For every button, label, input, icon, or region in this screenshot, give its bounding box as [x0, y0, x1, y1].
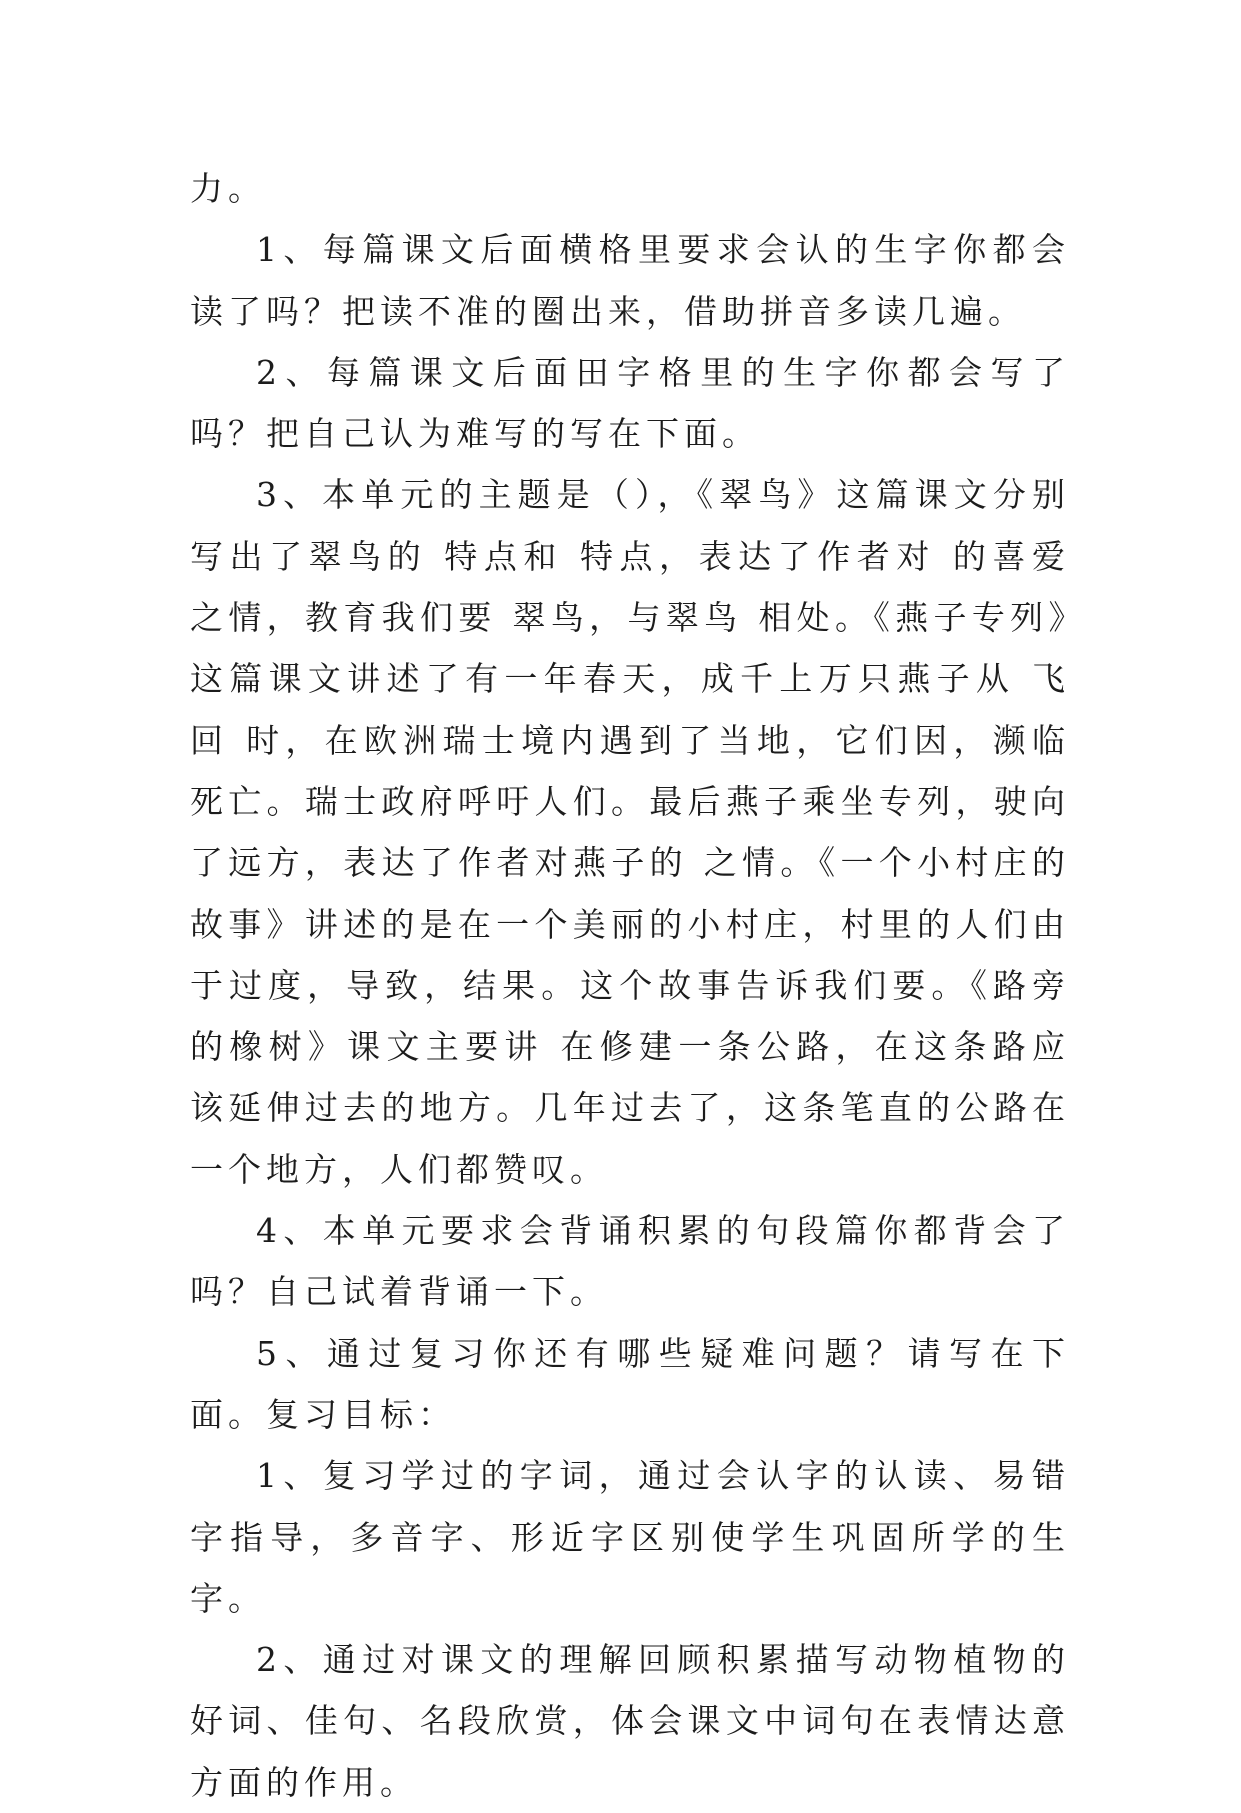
paragraph-item-4: 4、本单元要求会背诵积累的句段篇你都背会了吗？自己试着背诵一下。 [190, 1211, 1070, 1312]
paragraph-item-2: 2、每篇课文后面田字格里的生字你都会写了吗？把自己认为难写的写在下面。 [190, 352, 1070, 454]
goal-item-2: 2、通过对课文的理解回顾积累描写动物植物的好词、佳句、名段欣赏，体会课文中词句在表情达意方面的作用。 [190, 1640, 1070, 1802]
paragraph-item-1: 1、每篇课文后面横格里要求会认的生字你都会读了吗？把读不准的圈出来，借助拼音多读几遍。 [190, 230, 1070, 331]
goal-item-1: 1、复习学过的字词，通过会认字的认读、易错字指导，多音字、形近字区别使学生巩固所学的生字。 [190, 1456, 1070, 1618]
paragraph-continuation: 力。 [190, 169, 266, 208]
paragraph-item-3: 3、本单元的主题是（），《翠鸟》这篇课文分别写出了翠鸟的 特点和 特点，表达了作者对 的喜爱之情，教育我们要 翠鸟，与翠鸟 相处。《燕子专列》这篇课文讲述了有一年春天，成千上万只燕子从 飞回 时，在欧洲瑞士境内遇到了当地，它们因，濒临死亡。瑞士政府呼吁人们。最后燕子乘坐专列，驶向了远方，表达了作者对燕子的 之情。《一个小村庄的故事》讲述的是在一个美丽的小村庄，村里的人们由于过度，导致，结果。这个故事告诉我们要。《路旁的橡树》课文主要讲 在修建一条公路，在这条路应该延伸过去的地方。几年过去了，这条笔直的公路在一个地方，人们都赞叹。 [190, 475, 1070, 1189]
paragraph-item-5: 5、通过复习你还有哪些疑难问题？请写在下面。复习目标： [190, 1333, 1070, 1434]
document-body [190, 158, 1070, 1813]
